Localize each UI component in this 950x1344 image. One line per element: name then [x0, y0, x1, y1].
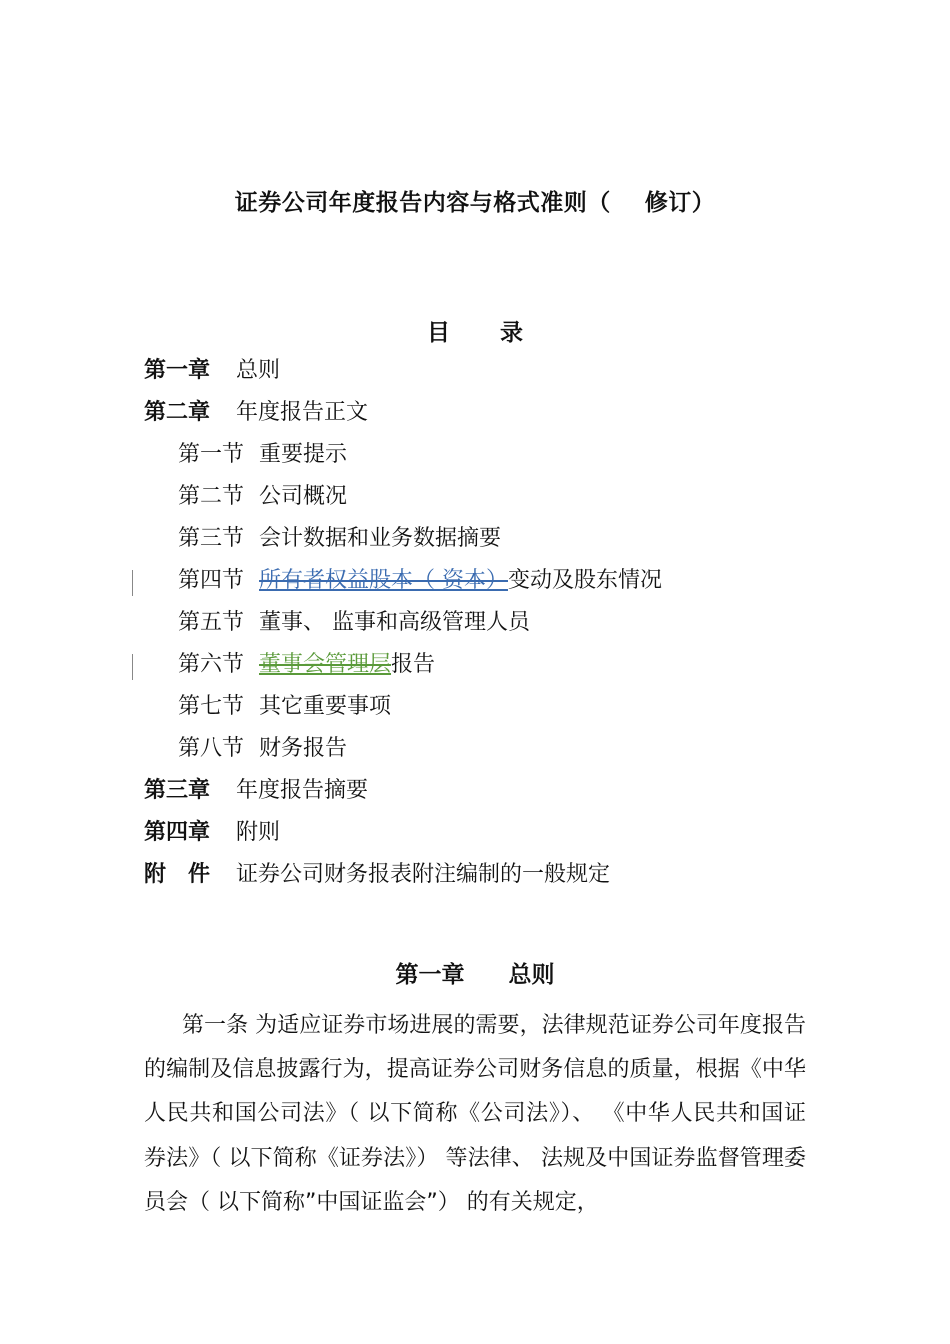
toc-section-label: 第二节: [178, 484, 245, 509]
toc-section-label: 第三节: [178, 526, 245, 551]
document-title-main: 证券公司年度报告内容与格式准则（: [234, 190, 611, 216]
toc-chapter-label: 第四章: [144, 820, 211, 845]
toc-chapter-text: 年度报告摘要: [236, 778, 369, 803]
toc-section-4: [178, 566, 662, 596]
chapter-heading: [0, 956, 950, 989]
toc-section-text: 会计数据和业务数据摘要: [259, 526, 502, 551]
toc-chapter-4: [144, 818, 280, 848]
toc-section-label: 第七节: [178, 694, 245, 719]
toc-chapter-3: [144, 776, 368, 806]
toc-chapter-text: 附则: [236, 820, 281, 845]
toc-section-text: 公司概况: [259, 484, 348, 509]
article-1-paragraph: 第一条 为适应证券市场进展的需要，法律规范证券公司年度报告的编制及信息披露行为，提高证券公司财务信息的质量，根据《中华人民共和国公司法》（ 以下简称《公司法》）、 《中华人民共和国证券法》（ 以下简称《证券法》） 等法律、 法规及中国证券监督管理委员会（ 以下简称”中国证监会”） 的有关规定，: [144, 1013, 806, 1215]
toc-chapter-1: [144, 356, 280, 386]
toc-section-1: [178, 440, 347, 470]
toc-appendix: [144, 860, 610, 890]
toc-section-text: 变动及股东情况: [508, 568, 663, 593]
toc-section-label: 第五节: [178, 610, 245, 635]
toc-section-text: 重要提示: [259, 442, 348, 467]
revision-marked-text: 董事会管理层: [259, 652, 392, 677]
toc-chapter-text: 总则: [236, 358, 281, 383]
toc-chapter-label: 第三章: [144, 778, 211, 803]
document-title-suffix: 修订）: [644, 190, 716, 216]
toc-heading-char-2: 录: [500, 320, 523, 346]
toc-appendix-text: 证券公司财务报表附注编制的一般规定: [236, 862, 611, 887]
toc-chapter-2: [144, 398, 368, 428]
toc-section-2: [178, 482, 347, 512]
toc-chapter-text: 年度报告正文: [236, 400, 369, 425]
toc-section-6: [178, 650, 435, 680]
toc-section-text: 报告: [391, 652, 436, 677]
revision-change-bar: [132, 570, 133, 596]
chapter-heading-title: 总则: [508, 962, 555, 988]
toc-section-5: [178, 608, 530, 638]
toc-appendix-label: 附 件: [144, 862, 211, 887]
toc-chapter-label: 第一章: [144, 358, 211, 383]
toc-heading: [0, 314, 950, 347]
toc-section-3: [178, 524, 501, 554]
document-title: [0, 184, 950, 217]
toc-section-text: 董事、 监事和高级管理人员: [259, 610, 530, 635]
toc-section-7: [178, 692, 391, 722]
toc-heading-char-1: 目: [427, 320, 450, 346]
toc-section-text: 财务报告: [259, 736, 348, 761]
chapter-heading-number: 第一章: [395, 962, 465, 988]
toc-section-text: 其它重要事项: [259, 694, 392, 719]
toc-chapter-label: 第二章: [144, 400, 211, 425]
revision-change-bar: [132, 654, 133, 680]
toc-section-label: 第六节: [178, 652, 245, 677]
revision-marked-text: 所有者权益股本（ 资本）: [259, 568, 508, 593]
toc-section-label: 第四节: [178, 568, 245, 593]
toc-section-8: [178, 734, 347, 764]
toc-section-label: 第一节: [178, 442, 245, 467]
toc-section-label: 第八节: [178, 736, 245, 761]
